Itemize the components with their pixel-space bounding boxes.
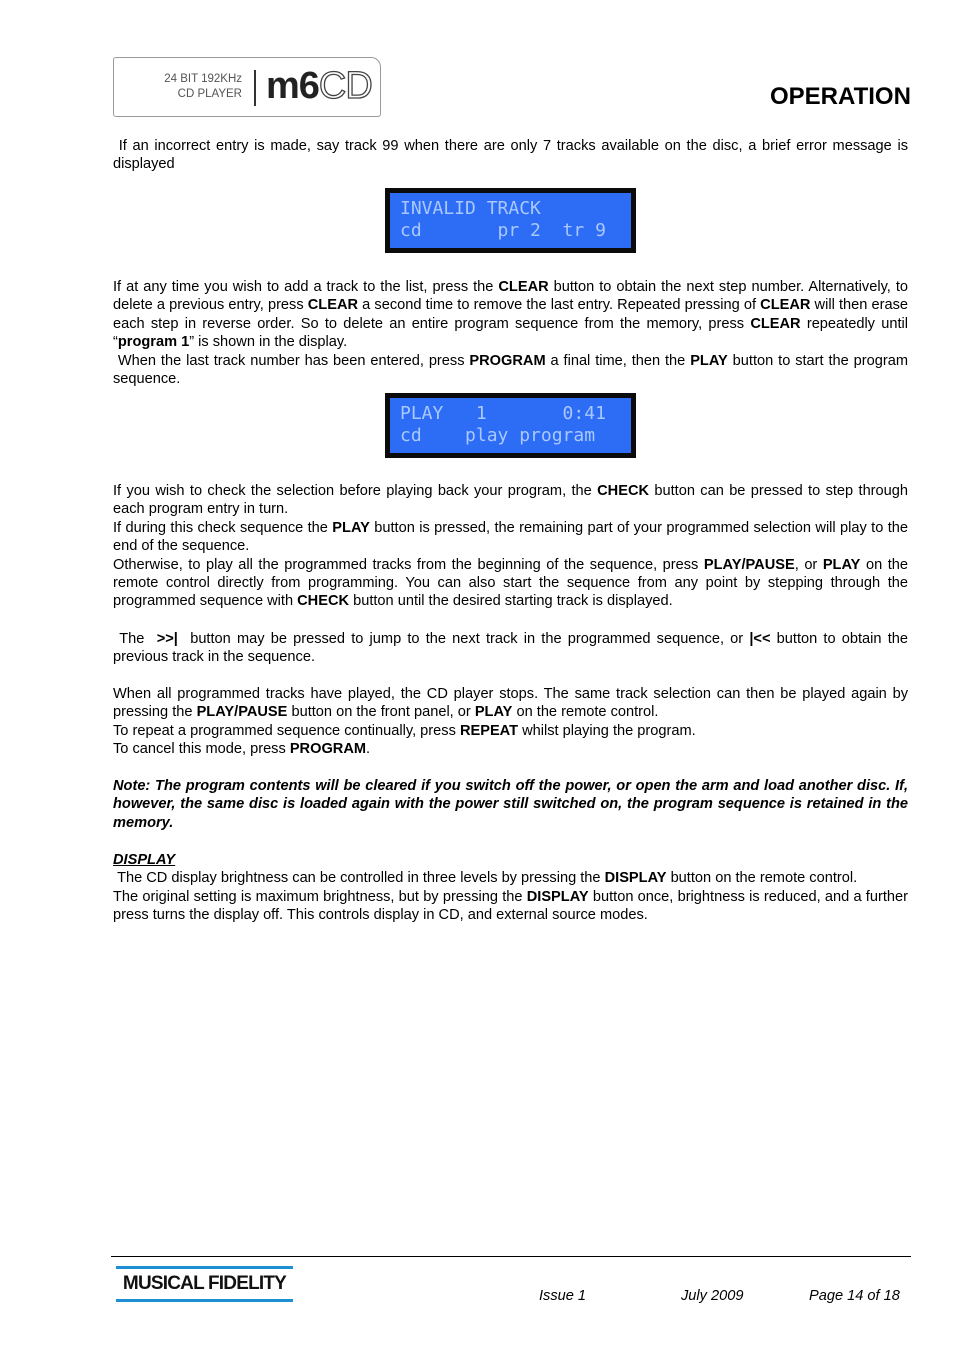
text-run: To cancel this mode, press [113, 741, 290, 758]
lcd-screen [390, 398, 631, 453]
next-track-keyword: >>| [156, 631, 178, 647]
footer-page-number: Page 14 of 18 [809, 1288, 900, 1304]
logo-tagline [154, 72, 242, 102]
play-keyword: PLAY [822, 556, 861, 573]
check-paragraph [113, 482, 908, 611]
lcd-screen [390, 193, 631, 248]
footer-issue: Issue 1 [539, 1288, 587, 1304]
text-run: To repeat a programmed sequence continually, press [113, 722, 460, 739]
text-run: repeatedly until “ [113, 315, 908, 351]
text-run: button on the front panel, or [287, 704, 475, 721]
check-keyword: CHECK [297, 593, 350, 610]
brand-logo-bar-top [116, 1266, 293, 1269]
text-run: The CD display brightness can be controlled in three levels by pressing the [117, 870, 605, 887]
lcd-line-2: cd play program [400, 425, 596, 446]
display-keyword: DISPLAY [526, 888, 589, 905]
text-run: button on the remote control. [666, 870, 858, 887]
text-run: If at any time you wish to add a track to the list, press the [113, 279, 499, 295]
clear-keyword: CLEAR [498, 279, 549, 295]
text-run: , or [794, 556, 823, 573]
brand-logo-bar-bottom [116, 1299, 293, 1302]
note-paragraph: Note: The program contents will be cleared if you switch off the power, or open the arm and load another disc. If, however, the same disc is loaded again with the power still switched on, the program sequence is retained in the memory. [113, 778, 908, 831]
brand-logo-text: MUSICAL FIDELITY [122, 1273, 287, 1294]
play-keyword: PLAY [690, 352, 728, 369]
text-run: The [119, 631, 157, 647]
clear-keyword: CLEAR [750, 315, 801, 332]
play-pause-keyword: PLAY/PAUSE [703, 556, 795, 573]
logo-line-2: CD PLAYER [177, 88, 242, 100]
program1-keyword: program 1 [117, 334, 190, 351]
play-keyword: PLAY [332, 519, 370, 536]
logo-model-main: m6 [266, 65, 319, 107]
logo-line-1: 24 BIT 192KHz [164, 73, 242, 85]
text-run: When the last track number has been entered, press [117, 352, 470, 369]
text-run: button can be pressed to step through each program entry in turn. [113, 483, 909, 518]
intro-paragraph [113, 137, 908, 174]
text-run: ” is shown in the display. [189, 334, 348, 351]
lcd-line-1: INVALID TRACK [400, 198, 541, 219]
intro-text: If an incorrect entry is made, say track 99 when there are only 7 tracks available on the disc, a brief error message is displayed [113, 138, 908, 173]
brand-logo [116, 1266, 293, 1302]
text-run: whilst playing the program. [518, 722, 696, 739]
text-run: button to obtain the next step number. Alternatively, to delete a previous entry, press [113, 279, 908, 314]
logo-model-suffix: CD [318, 65, 372, 107]
lcd-line-1: PLAY 1 0:41 [400, 403, 606, 424]
clear-paragraph [113, 278, 908, 388]
text-run: will then erase each step in reverse order. So to delete an entire program sequence from the memory, press [113, 297, 908, 332]
footer-date: July 2009 [681, 1288, 744, 1304]
text-run: a final time, then the [545, 352, 691, 369]
skip-paragraph [113, 630, 908, 667]
text-run: . [366, 741, 371, 758]
clear-keyword: CLEAR [307, 297, 359, 314]
text-run: When all programmed tracks have played, the CD player stops. The same track selection can then be played again by pressing the [113, 686, 908, 721]
text-run: button once, brightness is reduced, and a further press turns the display off. This controls display in CD, and external source modes. [113, 888, 908, 924]
repeat-keyword: REPEAT [459, 722, 519, 739]
text-run: button to start the program sequence. [113, 352, 909, 388]
display-heading: DISPLAY [113, 852, 176, 868]
text-run: on the remote control directly from programming. You can also start the sequence from any point by stepping through the programmed sequence with [113, 556, 908, 610]
prev-track-keyword: |<< [749, 631, 771, 647]
logo-model [266, 64, 372, 108]
text-run: a second time to remove the last entry. Repeated pressing of [358, 297, 761, 314]
text-run: The original setting is maximum brightness, but by pressing the [113, 888, 527, 905]
text-run: Otherwise, to play all the programmed tracks from the beginning of the sequence, press [113, 556, 704, 573]
lcd-display-play-program [385, 393, 636, 458]
lcd-line-2: cd pr 2 tr 9 [400, 220, 606, 241]
text-run: If during this check sequence the [113, 519, 333, 536]
display-keyword: DISPLAY [604, 870, 667, 887]
text-run: on the remote control. [512, 704, 659, 721]
footer-divider [111, 1256, 911, 1257]
display-section [113, 851, 908, 925]
end-paragraph [113, 685, 908, 759]
logo-divider [254, 70, 256, 106]
program-keyword: PROGRAM [469, 352, 546, 369]
product-logo [113, 57, 381, 117]
text-run: button may be pressed to jump to the next track in the programmed sequence, or [177, 631, 750, 647]
text-run: button to obtain the previous track in the sequence. [113, 631, 908, 666]
text-run: If you wish to check the selection before playing back your program, the [113, 483, 598, 499]
text-run: button until the desired starting track is displayed. [349, 593, 673, 610]
play-keyword: PLAY [474, 704, 513, 721]
play-pause-keyword: PLAY/PAUSE [196, 704, 288, 721]
program-keyword: PROGRAM [289, 741, 367, 758]
section-title: OPERATION [770, 83, 911, 110]
clear-keyword: CLEAR [760, 297, 811, 314]
lcd-display-invalid-track [385, 188, 636, 253]
check-keyword: CHECK [597, 483, 650, 499]
text-run: button is pressed, the remaining part of your programmed selection will play to the end of the sequence. [113, 519, 908, 555]
